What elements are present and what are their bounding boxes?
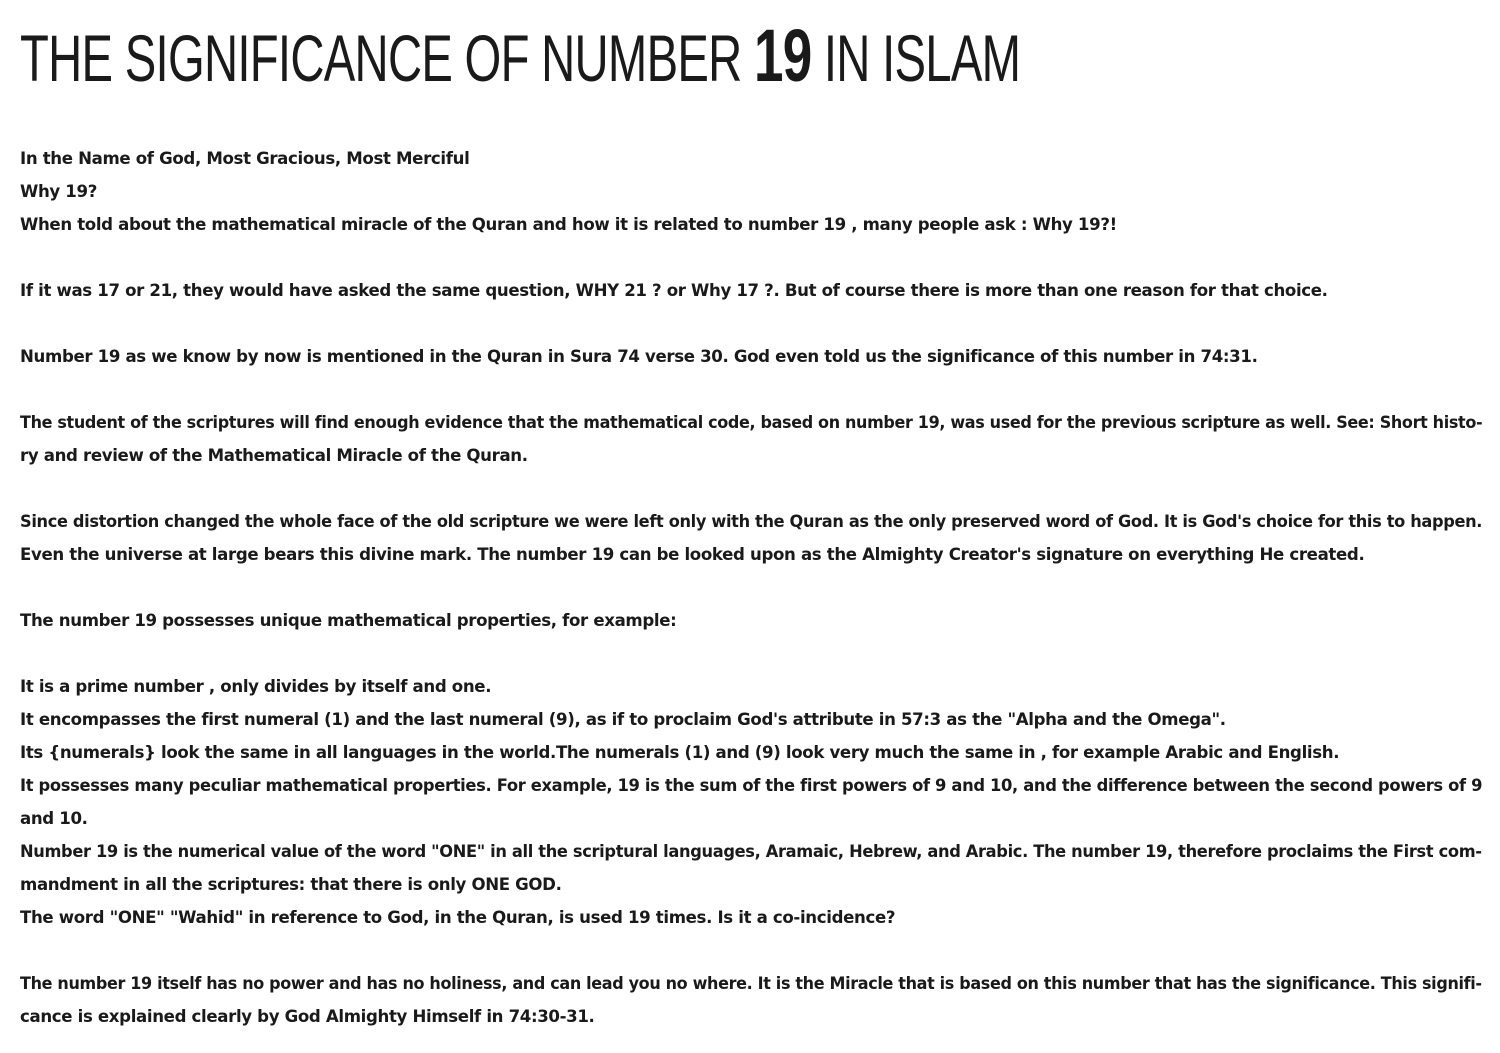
- paragraph-4-line-2: Even the universe at large bears this divine mark. The number 19 can be looked upon as the Almighty Creator's signature on everything He created.: [20, 545, 1365, 564]
- spacer: [20, 934, 1482, 967]
- paragraph-6-line-1: The number 19 itself has no power and has no holiness, and can lead you no where. It is the Miracle that is based on this number that has the significance. This signifi-: [20, 974, 1482, 993]
- property-4-line-2: and 10.: [20, 809, 88, 828]
- spacer: [20, 241, 1482, 274]
- property-6: The word "ONE" "Wahid" in reference to God, in the Quran, is used 19 times. Is it a co-incidence?: [20, 908, 896, 927]
- title-number: 19: [753, 14, 812, 97]
- spacer: [20, 637, 1482, 670]
- property-2: It encompasses the first numeral (1) and the last numeral (9), as if to proclaim God's attribute in 57:3 as the "Alpha and the Omega".: [20, 710, 1226, 729]
- paragraph-6-line-2: cance is explained clearly by God Almighty Himself in 74:30-31.: [20, 1007, 595, 1026]
- intro-paragraph: When told about the mathematical miracle of the Quran and how it is related to number 19 , many people ask : Why 19?!: [20, 215, 1117, 234]
- title-suffix: IN ISLAM: [811, 21, 1021, 95]
- spacer: [20, 307, 1482, 340]
- article-body: [20, 142, 1482, 1033]
- paragraph-3-line-2: ry and review of the Mathematical Miracle of the Quran.: [20, 446, 528, 465]
- page-title: [20, 0, 1066, 97]
- paragraph-5: The number 19 possesses unique mathematical properties, for example:: [20, 611, 677, 630]
- paragraph-2: Number 19 as we know by now is mentioned in the Quran in Sura 74 verse 30. God even told us the significance of this number in 74:31.: [20, 347, 1258, 366]
- property-5-line-1: Number 19 is the numerical value of the word "ONE" in all the scriptural languages, Aramaic, Hebrew, and Arabic. The number 19, therefore proclaims the First com-: [20, 842, 1482, 861]
- spacer: [20, 571, 1482, 604]
- property-5-line-2: mandment in all the scriptures: that there is only ONE GOD.: [20, 875, 562, 894]
- article: [20, 0, 1483, 1026]
- property-3: Its {numerals} look the same in all languages in the world.The numerals (1) and (9) look very much the same in , for example Arabic and English.: [20, 743, 1340, 762]
- property-4-line-1: It possesses many peculiar mathematical properties. For example, 19 is the sum of the first powers of 9 and 10, and the difference between the second powers of 9: [20, 776, 1483, 795]
- title-prefix: THE SIGNIFICANCE OF NUMBER: [20, 21, 754, 95]
- spacer: [20, 373, 1482, 406]
- paragraph-3-line-1: The student of the scriptures will find enough evidence that the mathematical code, based on number 19, was used for the previous scripture as well. See: Short histo-: [20, 413, 1483, 432]
- property-1: It is a prime number , only divides by itself and one.: [20, 677, 492, 696]
- spacer: [20, 472, 1482, 505]
- basmala-line: In the Name of God, Most Gracious, Most Merciful: [20, 149, 470, 168]
- why-heading: Why 19?: [20, 182, 97, 201]
- paragraph-1: If it was 17 or 21, they would have asked the same question, WHY 21 ? or Why 17 ?. But of course there is more than one reason for that choice.: [20, 281, 1328, 300]
- paragraph-4-line-1: Since distortion changed the whole face of the old scripture we were left only with the Quran as the only preserved word of God. It is God's choice for this to happen.: [20, 512, 1483, 531]
